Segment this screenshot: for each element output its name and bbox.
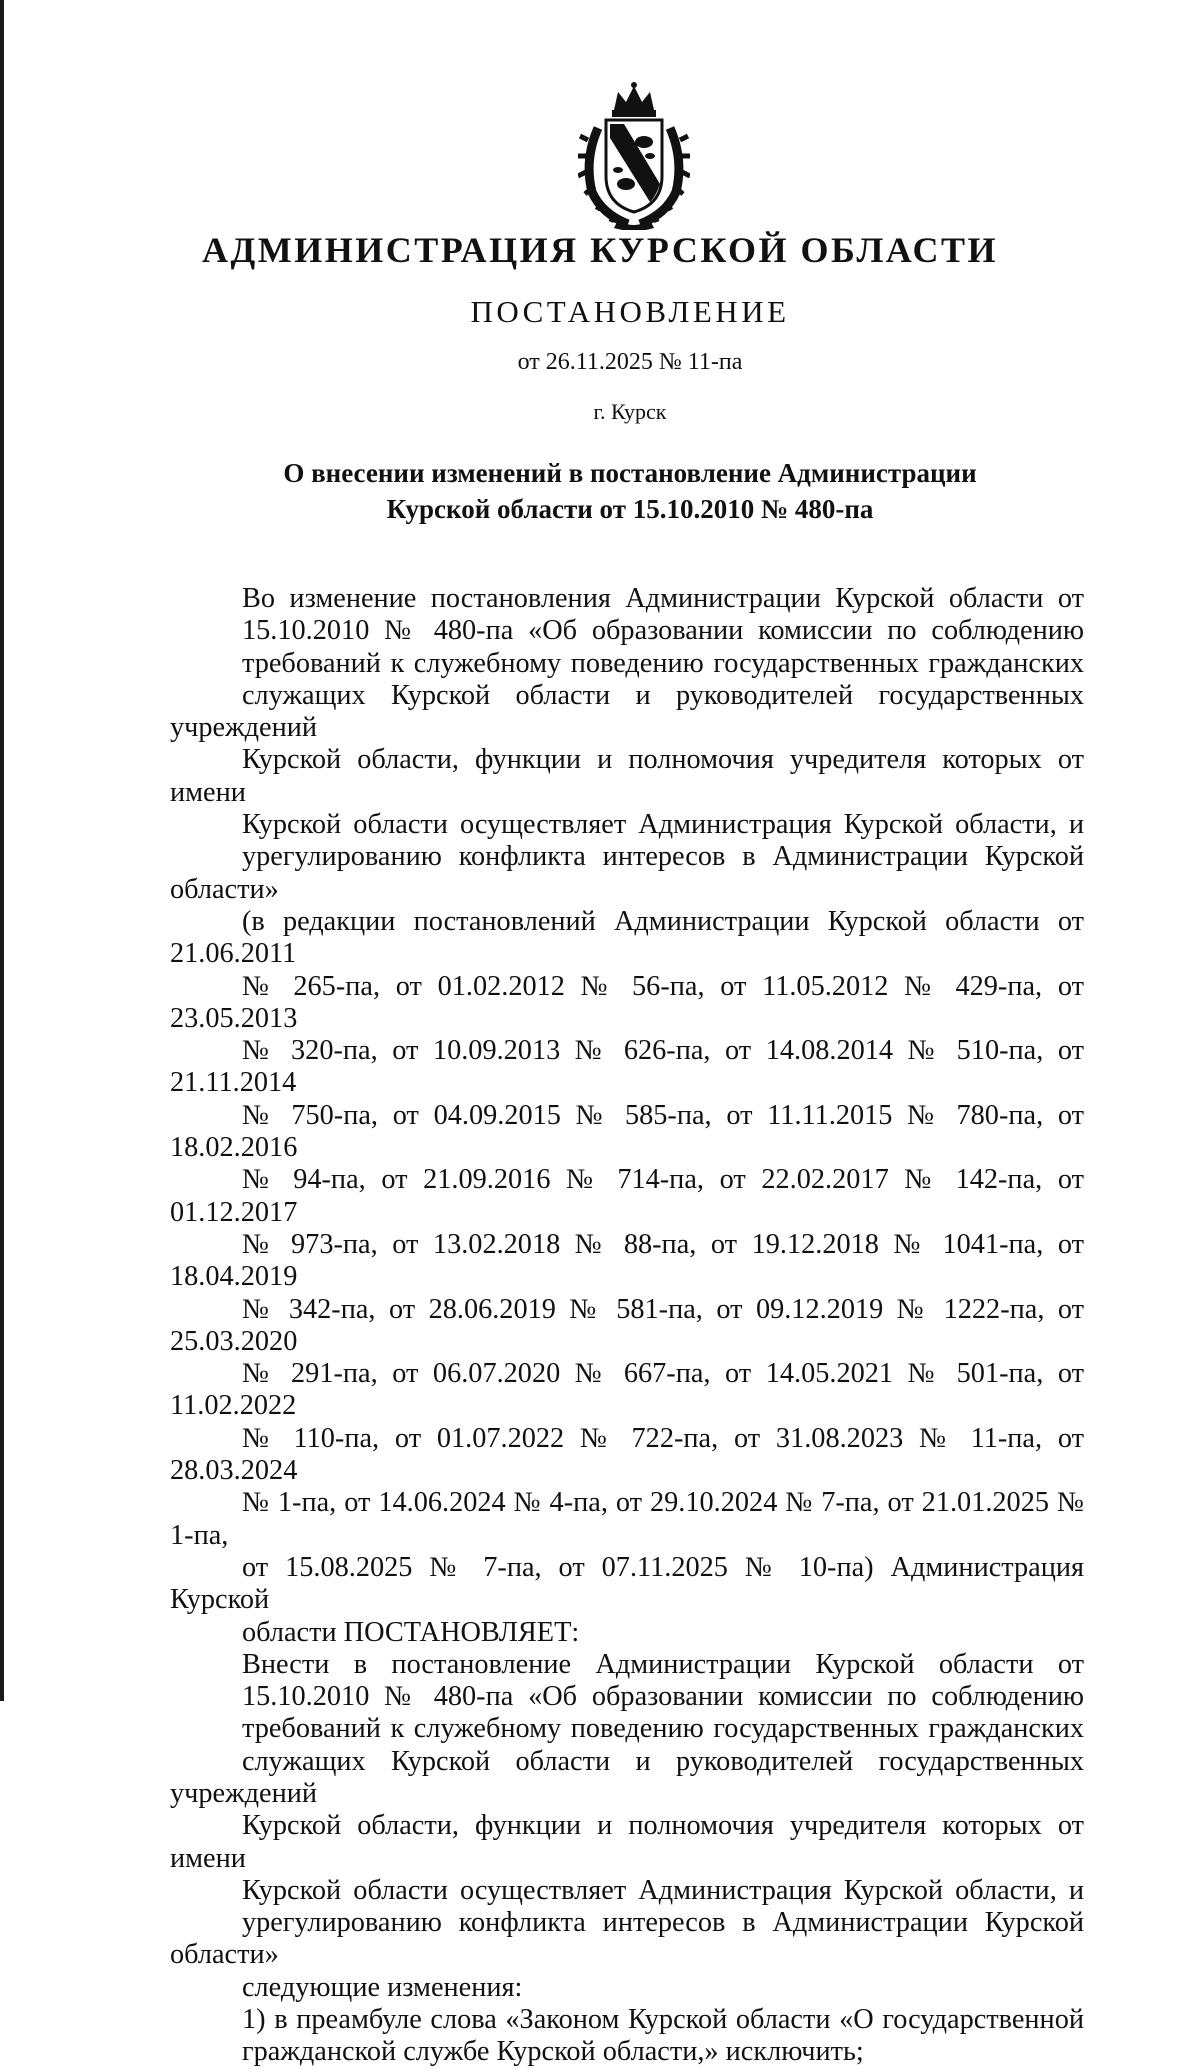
- paragraph-line: урегулированию конфликта интересов в Администрации Курской области»: [170, 1907, 1084, 1971]
- paragraph-line: Внести в постановление Администрации Курской области от: [242, 1648, 1084, 1680]
- document-title-line: Курской области от 15.10.2010 № 480-па: [386, 494, 874, 524]
- paragraph-line: № 110-па, от 01.07.2022 № 722-па, от 31.08.2023 № 11-па, от 28.03.2024: [170, 1422, 1084, 1487]
- paragraph-line: Курской области осуществляет Администрация Курской области, и: [242, 1874, 1084, 1906]
- paragraph-line: № 320-па, от 10.09.2013 № 626-па, от 14.08.2014 № 510-па, от 21.11.2014: [170, 1035, 1084, 1099]
- paragraph-line: Курской области, функции и полномочия учредителя которых от имени: [170, 1810, 1084, 1874]
- document-title: [170, 455, 1090, 527]
- organization-name: АДМИНИСТРАЦИЯ КУРСКОЙ ОБЛАСТИ: [201, 230, 999, 270]
- paragraph-line: следующие изменения:: [242, 1971, 523, 2003]
- paragraph-line: 15.10.2010 № 480-па «Об образовании комиссии по соблюдению: [242, 1681, 1084, 1713]
- document-number: от 26.11.2025 № 11-па: [517, 349, 743, 375]
- kursk-region-coat-of-arms-icon: [578, 80, 690, 230]
- body-paragraph-resolution: [170, 1649, 1084, 2004]
- paragraph-line: № 291-па, от 06.07.2020 № 667-па, от 14.05.2021 № 501-па, от 11.02.2022: [170, 1358, 1084, 1422]
- paragraph-line: области ПОСТАНОВЛЯЕТ:: [242, 1616, 580, 1648]
- paragraph-line: служащих Курской области и руководителей государственных учреждений: [170, 679, 1084, 744]
- paragraph-line: требований к служебному поведению государственных гражданских: [242, 647, 1084, 679]
- paragraph-line: № 973-па, от 13.02.2018 № 88-па, от 19.12.2018 № 1041-па, от 18.04.2019: [170, 1228, 1084, 1293]
- paragraph-line: 1) в преамбуле слова «Законом Курской области «О государственной: [242, 2004, 1084, 2036]
- document-city: г. Курск: [593, 399, 667, 424]
- paragraph-line: служащих Курской области и руководителей государственных учреждений: [170, 1745, 1084, 1809]
- paragraph-line: 15.10.2010 № 480-па «Об образовании комиссии по соблюдению: [242, 615, 1084, 647]
- document-title-line: О внесении изменений в постановление Администрации: [283, 458, 977, 488]
- paragraph-line: № 265-па, от 01.02.2012 № 56-па, от 11.05.2012 № 429-па, от 23.05.2013: [170, 970, 1084, 1034]
- paragraph-line: (в редакции постановлений Администрации Курской области от 21.06.2011: [170, 905, 1084, 970]
- paragraph-line: Курской области, функции и полномочия учредителя которых от имени: [170, 744, 1084, 808]
- paragraph-line: № 342-па, от 28.06.2019 № 581-па, от 09.12.2019 № 1222-па, от 25.03.2020: [170, 1293, 1084, 1357]
- paragraph-line: № 1-па, от 14.06.2024 № 4-па, от 29.10.2024 № 7-па, от 21.01.2025 № 1-па,: [170, 1487, 1084, 1551]
- paragraph-line: гражданской службе Курской области,» исключить;: [242, 2036, 864, 2068]
- paragraph-line: Во изменение постановления Администрации Курской области от: [242, 583, 1084, 614]
- paragraph-line: № 94-па, от 21.09.2016 № 714-па, от 22.02.2017 № 142-па, от 01.12.2017: [170, 1164, 1084, 1228]
- paragraph-line: Курской области осуществляет Администрация Курской области, и: [242, 809, 1084, 841]
- document-type: ПОСТАНОВЛЕНИЕ: [470, 294, 790, 329]
- body-paragraph-item-1: [170, 2004, 1084, 2069]
- paragraph-line: № 750-па, от 04.09.2015 № 585-па, от 11.11.2015 № 780-па, от 18.02.2016: [170, 1099, 1084, 1164]
- paragraph-line: урегулированию конфликта интересов в Администрации Курской области»: [170, 841, 1084, 905]
- document-body: [170, 583, 1084, 2069]
- paragraph-line: от 15.08.2025 № 7-па, от 07.11.2025 № 10-па) Администрация Курской: [170, 1551, 1084, 1616]
- paragraph-line: требований к служебному поведению государственных гражданских: [242, 1713, 1084, 1745]
- body-paragraph-preamble: [170, 583, 1084, 1649]
